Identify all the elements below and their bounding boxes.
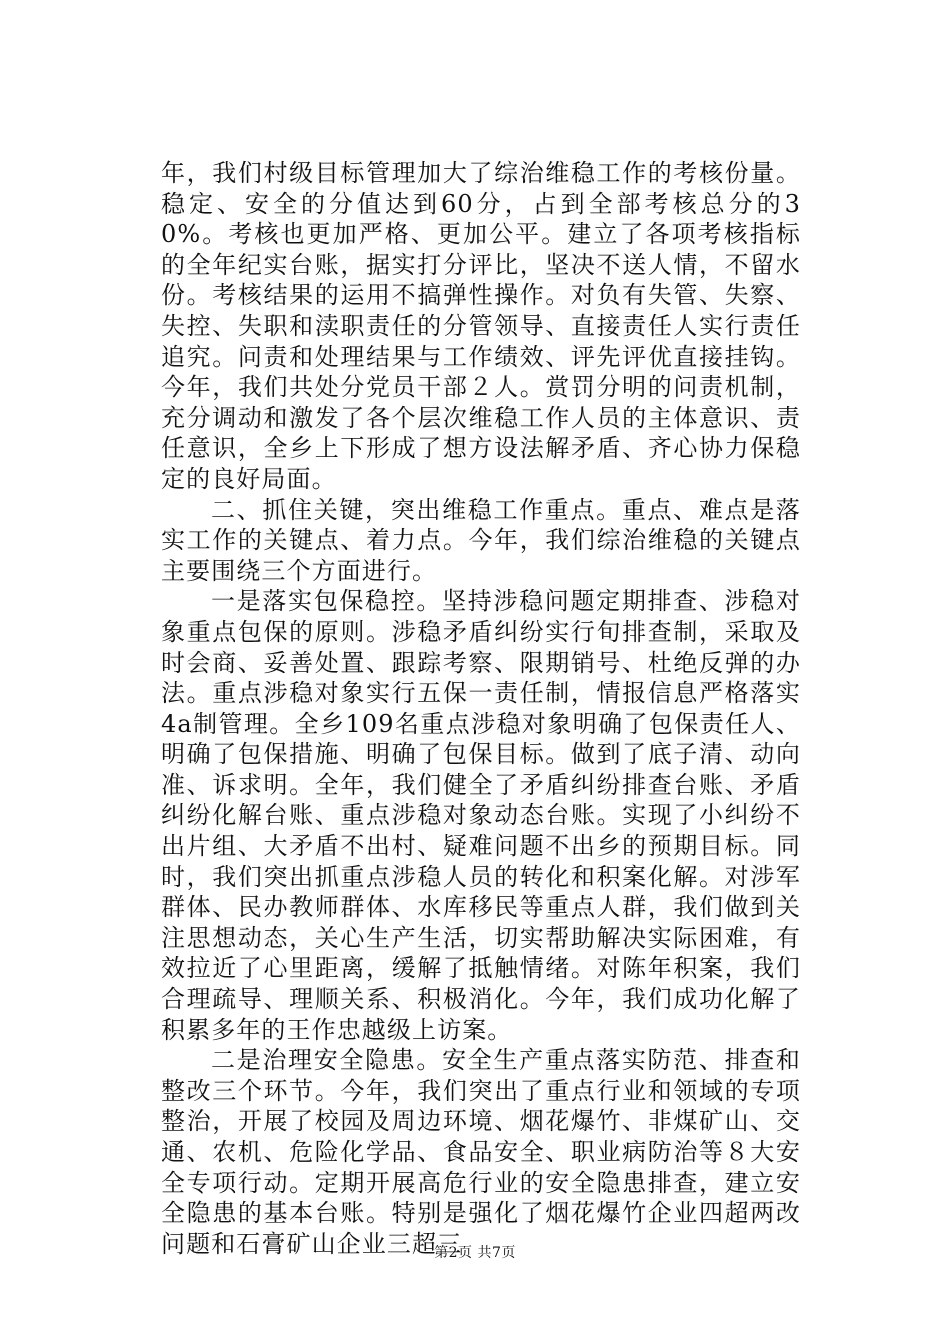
paragraph-point-two: 二是治理安全隐患。安全生产重点落实防范、排查和整改三个环节。今年，我们突出了重点行业和领域的专项整治，开展了校园及周边环境、烟花爆竹、非煤矿山、交通、农机、危险化学品、食品安全、职业病防治等８大安全专项行动。定期开展高危行业的安全隐患排查，建立安全隐患的基本台账。特别是强化了烟花爆竹企业四超两改问题和石膏矿山企业三超三 <box>161 1046 801 1258</box>
paragraph-continuation: 年，我们村级目标管理加大了综治维稳工作的考核份量。稳定、安全的分值达到60分，占到全部考核总分的30%。考核也更加严格、更加公平。建立了各项考核指标的全年纪实台账，据实打分评比，坚决不送人情，不留水份。考核结果的运用不搞弹性操作。对负有失管、失察、失控、失职和渎职责任的分管领导、直接责任人实行责任追究。问责和处理结果与工作绩效、评先评优直接挂钩。今年，我们共处分党员干部２人。赏罚分明的问责机制，充分调动和激发了各个层次维稳工作人员的主体意识、责任意识，全乡上下形成了想方设法解矛盾、齐心协力保稳定的良好局面。 <box>161 159 801 493</box>
document-body <box>161 158 801 1259</box>
page-footer <box>0 1242 950 1262</box>
paragraph-section-two: 二、抓住关键，突出维稳工作重点。重点、难点是落实工作的关键点、着力点。今年，我们综治维稳的关键点主要围绕三个方面进行。 <box>161 495 801 585</box>
page-number-label: 第2页 共7页 <box>434 1245 516 1261</box>
paragraph-point-one: 一是落实包保稳控。坚持涉稳问题定期排查、涉稳对象重点包保的原则。涉稳矛盾纠纷实行旬排查制，采取及时会商、妥善处置、跟踪考察、限期销号、杜绝反弹的办法。重点涉稳对象实行五保一责任制，情报信息严格落实4a制管理。全乡109名重点涉稳对象明确了包保责任人、明确了包保措施、明确了包保目标。做到了底子清、动向准、诉求明。全年，我们健全了矛盾纠纷排查台账、矛盾纠纷化解台账、重点涉稳对象动态台账。实现了小纠纷不出片组、大矛盾不出村、疑难问题不出乡的预期目标。同时，我们突出抓重点涉稳人员的转化和积案化解。对涉军群体、民办教师群体、水库移民等重点人群，我们做到关注思想动态，关心生产生活，切实帮助解决实际困难，有效拉近了心里距离，缓解了抵触情绪。对陈年积案，我们合理疏导、理顺关系、积极消化。今年，我们成功化解了积累多年的王作忠越级上访案。 <box>161 587 801 1044</box>
